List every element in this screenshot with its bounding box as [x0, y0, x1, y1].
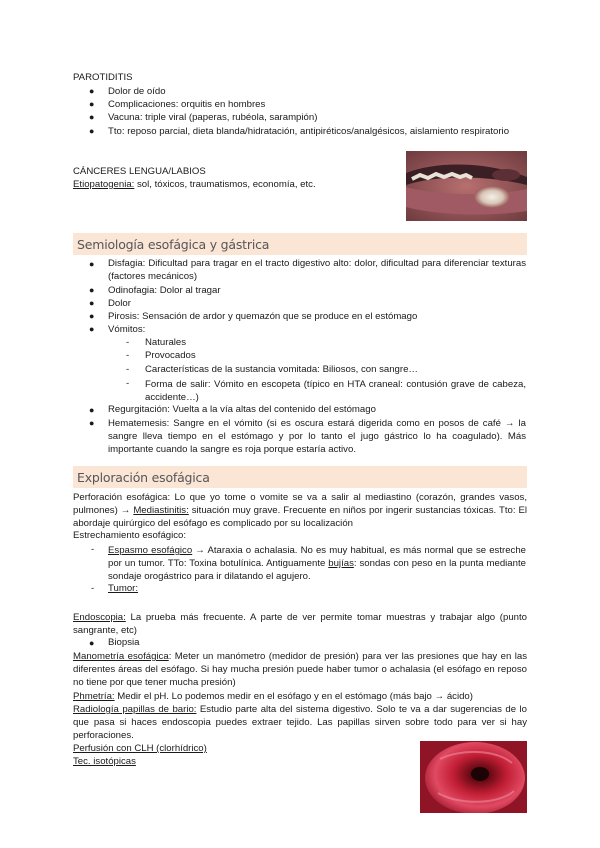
phmetria-text: Medir el pH. Lo podemos medir en el esófago y en el estómago (más bajo → ácido)	[114, 691, 473, 702]
heading-text: Semiología esofágica y gástrica	[77, 237, 270, 252]
dash-marker: -	[126, 337, 130, 348]
bullet-icon: ●	[89, 324, 95, 334]
espasmo-item	[108, 544, 526, 583]
perforacion-text: Perforación esofágica: Lo que yo tome o vomite se va a salir al mediastino (corazón, grandes vasos, pulmones) →	[73, 492, 527, 516]
tec-isotopicas-label: Tec. isotópicas	[73, 756, 136, 767]
endoscopy-photo	[420, 741, 527, 813]
list-item: Tto: reposo parcial, dieta blanda/hidratación, antipiréticos/analgésicos, aislamiento respiratorio	[108, 126, 510, 137]
heading-text: Exploración esofágica	[77, 470, 210, 485]
phmetria-paragraph	[73, 690, 527, 703]
list-item: Complicaciones: orquitis en hombres	[108, 99, 266, 110]
bullet-icon: ●	[89, 285, 95, 295]
radiologia-paragraph	[73, 703, 527, 742]
endoscopia-label: Endoscopia:	[73, 612, 126, 623]
espasmo-text: → Ataraxia o achalasia. No es muy habitual, es más normal que se estreche por un tumor. TTo: Toxina botulínica. Antiguamente	[108, 545, 526, 569]
radiologia-text: Estudio parte alta del sistema digestivo. Solo te va a dar sugerencias de lo que pasa si haces endoscopia puedes extraer tejido. Las papillas sirven sobre todo para ver si hay perforaciones.	[73, 704, 527, 741]
regurgitacion-item: Regurgitación: Vuelta a la vía altas del contenido del estómago	[108, 404, 376, 415]
list-item: Vacuna: triple viral (paperas, rubéola, sarampión)	[108, 112, 318, 123]
etiopatogenia-text: sol, tóxicos, traumatismos, economía, etc.	[134, 179, 316, 190]
list-item: Dolor de oído	[108, 86, 166, 97]
vomitos-sub-item: Características de la sustancia vomitada: Biliosos, con sangre…	[145, 364, 419, 375]
dolor-item: Dolor	[108, 298, 131, 309]
endoscopia-text: La prueba más frecuente. A parte de ver permite tomar muestras y trabajar algo (punto sangrante, etc)	[73, 612, 527, 636]
bullet-icon: ●	[89, 99, 95, 109]
mediastinitis-label: Mediastinitis:	[133, 505, 189, 516]
vomitos-item: Vómitos:	[108, 324, 146, 335]
vomitos-sub-item: Naturales	[145, 337, 187, 348]
espasmo-label: Espasmo esofágico	[108, 545, 193, 556]
bullet-icon: ●	[89, 298, 95, 308]
perfusion-label: Perfusión con CLH (clorhídrico)	[73, 743, 207, 754]
phmetria-label: Phmetría:	[73, 691, 115, 702]
lip-cancer-image	[406, 151, 527, 221]
perforacion-paragraph	[73, 491, 527, 530]
disfagia-item: Disfagia: Dificultad para tragar en el tracto digestivo alto: dolor, dificultad para diferenciar texturas (factores mecánicos)	[108, 258, 526, 282]
radiologia-label: Radiología papillas de bario:	[73, 704, 197, 715]
estrechamiento-label: Estrechamiento esofágico:	[73, 530, 187, 541]
bullet-icon: ●	[89, 311, 95, 321]
vomitos-sub-item: Forma de salir: Vómito en escopeta (típico en HTA craneal: contusión grave de cabeza, accidente…)	[145, 379, 526, 403]
dash-marker: -	[126, 350, 130, 361]
bullet-icon: ●	[89, 259, 95, 269]
bullet-icon: ●	[89, 405, 95, 415]
section-heading-semiologia	[73, 233, 527, 255]
tumor-label: Tumor:	[108, 583, 139, 594]
bujias-label: bujías	[328, 558, 354, 569]
etiopatogenia-label: Etiopatogenia:	[73, 179, 135, 190]
espasmo-text-2: : sondas con peso en la punta mediante sondaje orogástrico para ir dilatando el agujero.	[108, 558, 526, 582]
section-heading-exploracion	[73, 466, 527, 488]
endoscopy-image	[420, 741, 527, 813]
bullet-icon: ●	[89, 112, 95, 122]
section-title-canceres: CÁNCERES LENGUA/LABIOS	[73, 166, 206, 177]
biopsia-item: Biopsia	[108, 637, 140, 648]
odinofagia-item: Odinofagia: Dolor al tragar	[108, 285, 221, 296]
manometria-text: : Meter un manómetro (medidor de presión) para ver las presiones que hay en las diferentes áreas del esófago. Si hay mucha presión puede haber tumor o achalasia (el esófago en reposo no tiene por que tener mucha presión)	[73, 651, 528, 688]
dash-marker: -	[91, 583, 95, 594]
lip-cancer-photo	[406, 151, 527, 221]
bullet-icon: ●	[89, 418, 95, 428]
vomitos-sub-item: Provocados	[145, 350, 196, 361]
manometria-label: Manometría esofágica	[73, 651, 169, 662]
section-title-parotiditis: PAROTIDITIS	[73, 72, 133, 83]
dash-marker: -	[91, 544, 95, 555]
bullet-icon: ●	[89, 86, 95, 96]
hematemesis-item: Hematemesis: Sangre en el vómito (si es oscura estará digerida como en posos de café → la sangre lleva tiempo en el estómago y por lo tanto el jugo gástrico lo ha coagulado). Más importante cuando la sangre es roja porque estaría activo.	[108, 418, 526, 456]
manometria-paragraph	[73, 650, 527, 689]
pirosis-item: Pirosis: Sensación de ardor y quemazón que se produce en el estómago	[108, 311, 418, 322]
dash-marker: -	[126, 364, 130, 375]
tumor-item	[108, 583, 526, 596]
bullet-icon: ●	[89, 638, 95, 648]
dash-marker: -	[126, 378, 130, 389]
bullet-icon: ●	[89, 126, 95, 136]
endoscopia-paragraph	[73, 611, 527, 637]
perforacion-text-2: situación muy grave. Frecuente en niños por ingerir sustancias tóxicas. Tto: El abordaje quirúrgico del esófago es complicado por su localización	[73, 505, 528, 529]
